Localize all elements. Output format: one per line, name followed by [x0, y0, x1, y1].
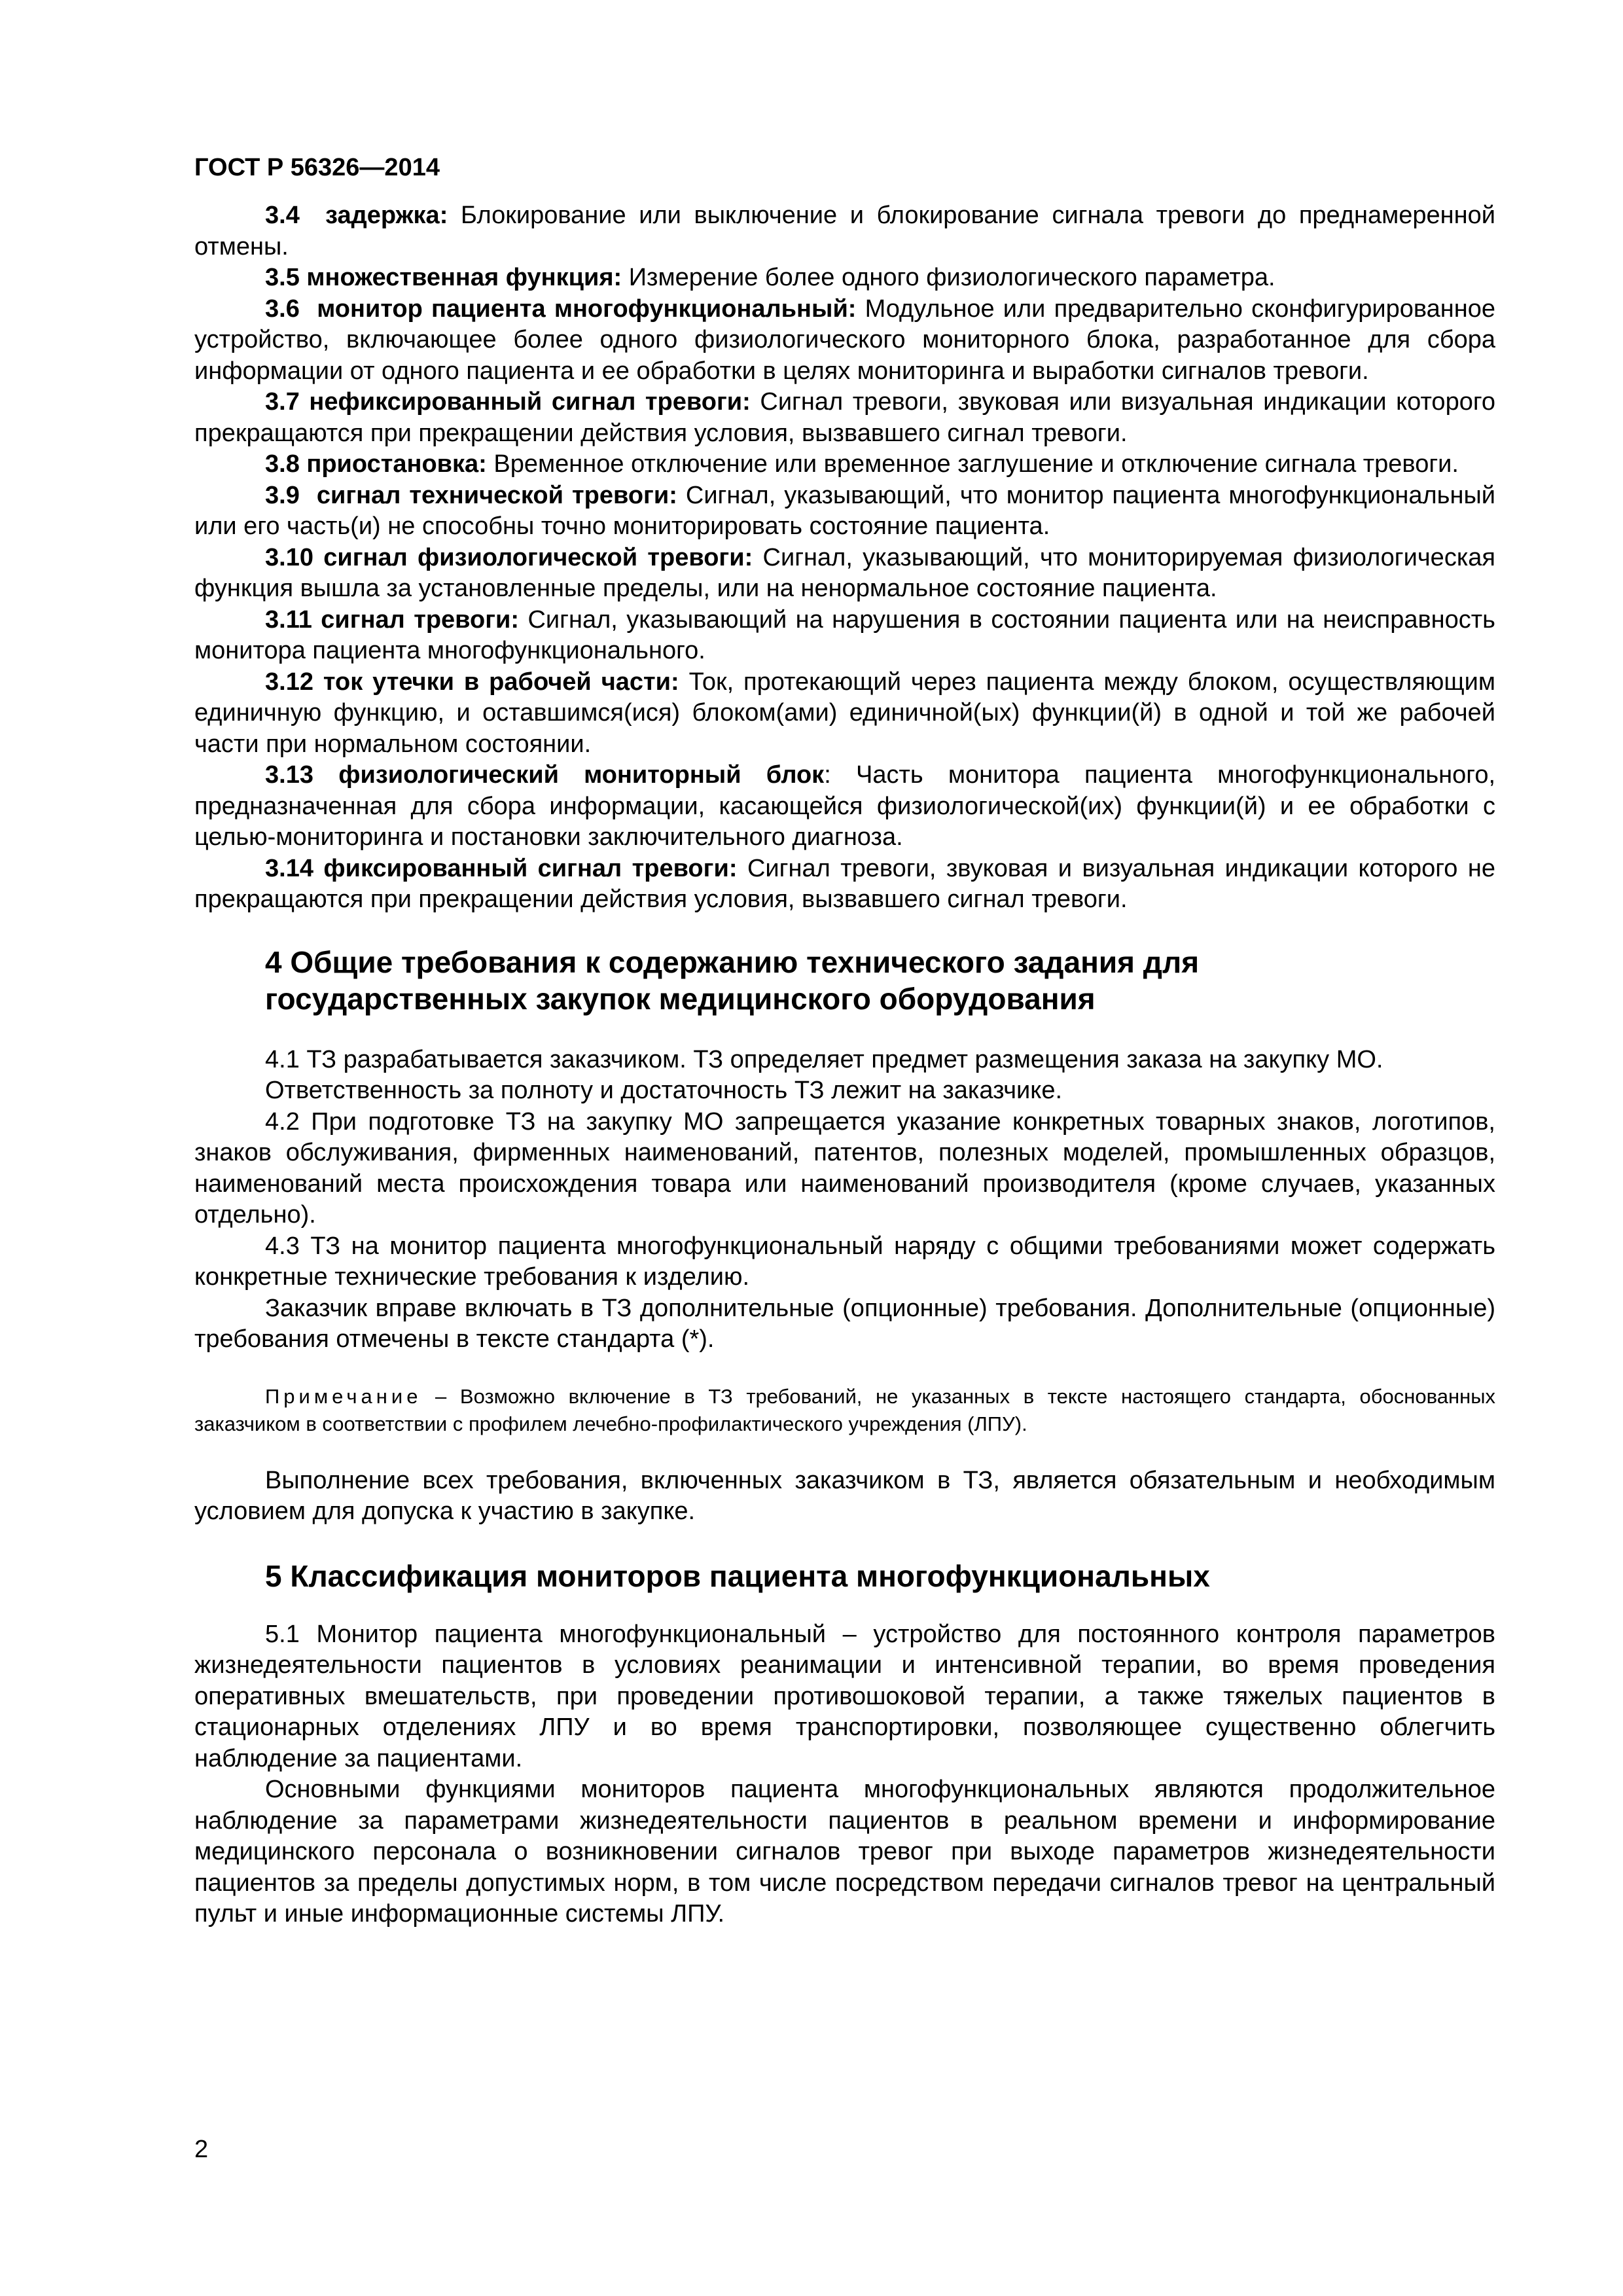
definition-number: 3.8 — [265, 450, 300, 478]
definition-number: 3.14 — [265, 854, 313, 882]
page-number: 2 — [194, 2136, 209, 2163]
definition-number: 3.6 — [265, 295, 300, 323]
definition-term: приостановка: — [306, 450, 487, 478]
definition-text: Сигнал тревоги, звуковая или визуальная индикации которого прекращаются при прекращении действия условия, вызвавшего сигнал тревоги. — [194, 388, 1495, 447]
definition-3-14 — [194, 853, 1495, 916]
definition-term: множественная функция: — [306, 264, 622, 291]
definition-text: Сигнал, указывающий на нарушения в состоянии пациента или на неисправность монитора пациента многофункционального. — [194, 605, 1495, 664]
definition-3-4 — [194, 200, 1495, 262]
definition-term: ток утечки в рабочей части: — [323, 668, 679, 696]
definition-term: физиологический мониторный блок — [338, 761, 825, 789]
section-5-title: 5 Классификация мониторов пациента многофункциональных — [265, 1558, 1210, 1593]
definition-number: 3.10 — [265, 543, 313, 571]
section-5-paragraph: Основными функциями мониторов пациента многофункциональных являются продолжительное наблюдение за параметрами жизнедеятельности пациентов в реальном времени и информирование медицинского персонала о возникновении сигналов тревог при выходе параметров жизнедеятельности пациентов за пределы допустимых норм, в том числе посредством передачи сигналов тревог на центральный пульт и иные информационные системы ЛПУ. — [194, 1776, 1495, 1928]
document-header-code: ГОСТ Р 56326—2014 — [194, 154, 440, 181]
definition-text: Временное отключение или временное заглушение и отключение сигнала тревоги. — [493, 450, 1459, 478]
definition-term: задержка: — [325, 202, 448, 229]
definition-3-12 — [194, 667, 1495, 761]
definition-number: 3.11 — [265, 605, 312, 634]
section-4-paragraph: 4.1 ТЗ разрабатывается заказчиком. ТЗ определяет предмет размещения заказа на закупку МО. — [265, 1045, 1383, 1073]
definition-term: сигнал тревоги: — [321, 605, 520, 634]
definition-text: Сигнал, указывающий, что монитор пациента многофункциональный или его часть(и) не способны точно мониторировать состояние пациента. — [194, 481, 1496, 540]
definition-number: 3.7 — [265, 388, 300, 416]
section-4-paragraph: Выполнение всех требования, включенных заказчиком в ТЗ, является обязательным и необходимым условием для допуска к участию в закупке. — [194, 1466, 1495, 1525]
definition-term: нефиксированный сигнал тревоги: — [309, 388, 751, 416]
section-4-paragraph: 4.3 ТЗ на монитор пациента многофункциональный наряду с общими требованиями может содержать конкретные технические требования к изделию. — [194, 1232, 1495, 1291]
definition-term: фиксированный сигнал тревоги: — [323, 854, 738, 882]
definition-number: 3.5 — [265, 264, 300, 291]
section-4-title-line-2: государственных закупок медицинского оборудования — [265, 981, 1096, 1016]
section-5-paragraph: 5.1 Монитор пациента многофункциональный – устройство для постоянного контроля параметров жизнедеятельности пациентов в условиях реанимации и интенсивной терапии, во время проведения оперативных вмешательств, при проведении противошоковой терапии, а также тяжелых пациентов в стационарных отделениях ЛПУ и во время транспортировки, позволяющее существенно облегчить наблюдение за пациентами. — [194, 1620, 1495, 1772]
definition-3-7 — [194, 387, 1495, 449]
section-4-title-line-1: 4 Общие требования к содержанию технического задания для — [265, 944, 1200, 979]
definition-term: монитор пациента многофункциональный: — [317, 295, 857, 323]
definition-3-13 — [194, 760, 1495, 853]
section-4-paragraph: Ответственность за полноту и достаточность ТЗ лежит на заказчике. — [265, 1077, 1063, 1104]
definition-number: 3.9 — [265, 481, 300, 509]
definition-text: : Часть монитора пациента многофункционального, предназначенная для сбора информации, касающейся физиологической(их) функции(й) и ее обработки с целью-мониторинга и постановки заключительного диагноза. — [194, 761, 1496, 851]
definition-text: Блокирование или выключение и блокирование сигнала тревоги до преднамеренной отмены. — [194, 202, 1495, 260]
section-4-paragraph: 4.2 При подготовке ТЗ на закупку МО запрещается указание конкретных товарных знаков, логотипов, знаков обслуживания, фирменных наименований, патентов, полезных моделей, промышленных образцов, наименований места происхождения товара или наименований производителя (кроме случаев, указанных отдельно). — [194, 1107, 1495, 1229]
section-4-paragraph: Заказчик вправе включать в ТЗ дополнительные (опционные) требования. Дополнительные (опционные) требования отмечены в тексте стандарта (*). — [194, 1294, 1495, 1353]
definition-3-8 — [194, 449, 1495, 480]
definitions-list — [194, 200, 1495, 916]
document-body — [194, 200, 1495, 1930]
definition-number: 3.13 — [265, 761, 313, 789]
definition-3-5 — [194, 262, 1495, 294]
definition-text: Сигнал, указывающий, что мониторируемая физиологическая функция вышла за установленные пределы, или на ненормальное состояние пациента. — [194, 543, 1495, 602]
definition-3-9 — [194, 480, 1495, 543]
note — [194, 1383, 1495, 1438]
definition-3-11 — [194, 605, 1495, 667]
note-label: Примечание — [265, 1384, 422, 1408]
definition-number: 3.4 — [265, 202, 300, 229]
definition-text: Модульное или предварительно сконфигурированное устройство, включающее более одного физиологического мониторного блока, разработанное для сбора информации от одного пациента и ее обработки в целях мониторинга и выработки сигналов тревоги. — [194, 295, 1495, 385]
note-text: – Возможно включение в ТЗ требований, не указанных в тексте настоящего стандарта, обоснованных заказчиком в соответствии с профилем лечебно-профилактического учреждения (ЛПУ). — [194, 1384, 1495, 1435]
definition-text: Измерение более одного физиологического параметра. — [628, 264, 1275, 291]
section-4-heading — [194, 944, 1495, 1017]
definition-3-10 — [194, 543, 1495, 605]
definition-3-6 — [194, 294, 1495, 387]
definition-text: Сигнал тревоги, звуковая и визуальная индикации которого не прекращаются при прекращении действия условия, вызвавшего сигнал тревоги. — [194, 854, 1495, 913]
definition-term: сигнал технической тревоги: — [316, 481, 677, 509]
definition-number: 3.12 — [265, 668, 313, 696]
definition-term: сигнал физиологической тревоги: — [323, 543, 753, 571]
definition-text: Ток, протекающий через пациента между блоком, осуществляющим единичную функцию, и оставшимся(ися) блоком(ами) единичной(ых) функции(й) в одной и той же рабочей части при нормальном состоянии. — [194, 668, 1496, 758]
